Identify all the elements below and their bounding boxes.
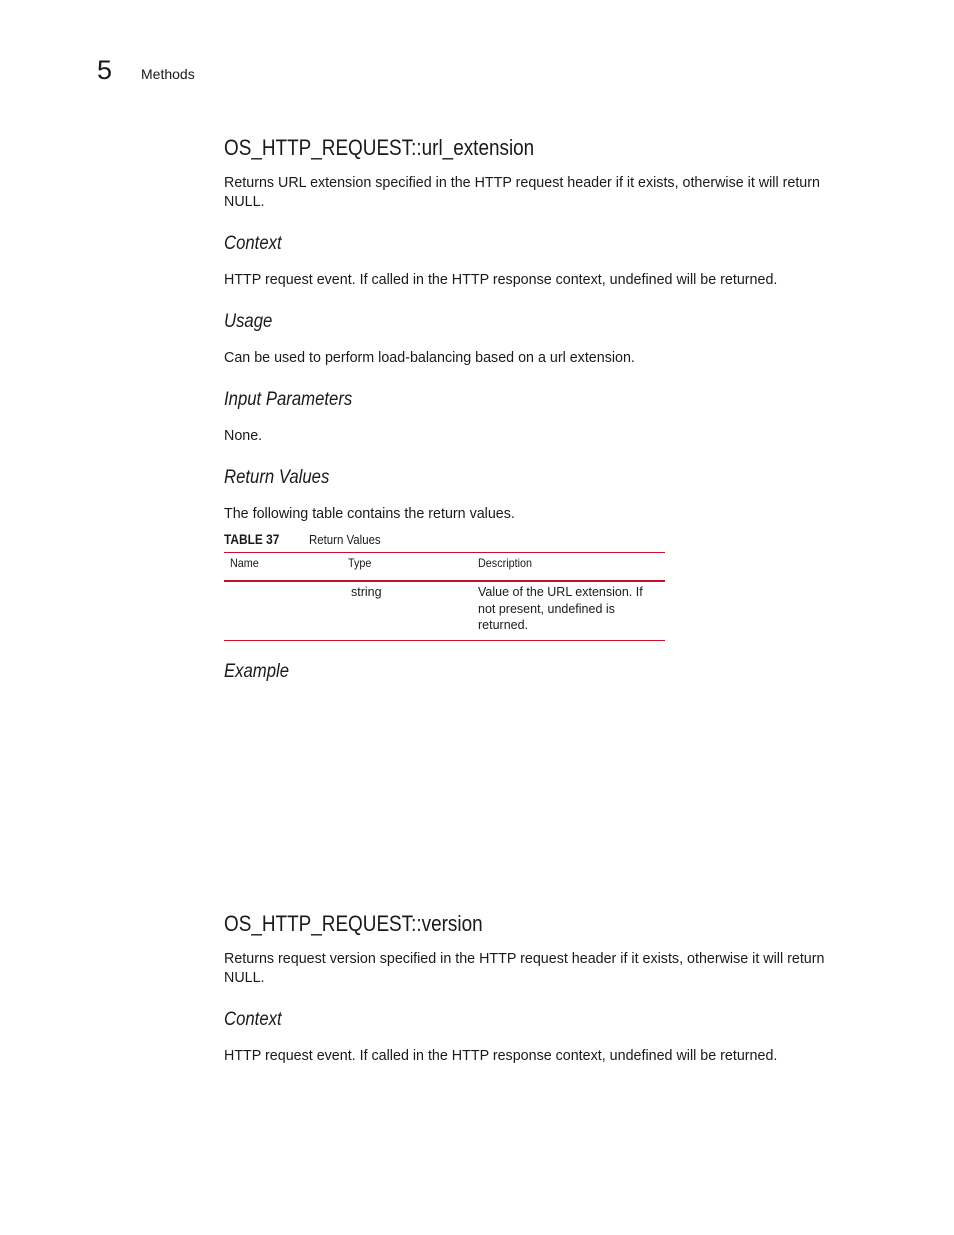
section-title-version: OS_HTTP_REQUEST::version xyxy=(224,911,483,936)
chapter-number: 5 xyxy=(97,55,113,85)
table-bottom-rule xyxy=(224,640,665,641)
table-header-rule xyxy=(224,580,665,582)
example-heading: Example xyxy=(224,661,290,682)
section2-context-heading: Context xyxy=(224,1009,282,1030)
table-cell-description: Value of the URL extension. If not present, undefined is returned. xyxy=(478,585,643,632)
context-heading: Context xyxy=(224,233,282,254)
section2-context-text: HTTP request event. If called in the HTTP response context, undefined will be returned. xyxy=(224,1048,778,1064)
table-header-name: Name xyxy=(230,556,259,570)
section2-description: Returns request version specified in the HTTP request header if it exists, otherwise it will return NULL. xyxy=(224,951,825,986)
input-parameters-heading: Input Parameters xyxy=(224,389,353,410)
table-title: Return Values xyxy=(309,532,381,547)
table-label: TABLE 37 xyxy=(224,531,280,547)
table-top-rule xyxy=(224,552,665,553)
context-text: HTTP request event. If called in the HTTP response context, undefined will be returned. xyxy=(224,272,778,288)
input-parameters-text: None. xyxy=(224,428,263,444)
return-values-text: The following table contains the return values. xyxy=(224,506,515,522)
chapter-title: Methods xyxy=(141,66,195,82)
section-title-url-extension: OS_HTTP_REQUEST::url_extension xyxy=(224,135,535,160)
table-cell-type: string xyxy=(351,585,382,599)
table-header-type: Type xyxy=(348,556,372,570)
usage-text: Can be used to perform load-balancing based on a url extension. xyxy=(224,350,635,366)
return-values-heading: Return Values xyxy=(224,467,330,488)
section-description: Returns URL extension specified in the HTTP request header if it exists, otherwise it will return NULL. xyxy=(224,175,820,210)
usage-heading: Usage xyxy=(224,311,273,332)
table-header-description: Description xyxy=(478,556,533,570)
